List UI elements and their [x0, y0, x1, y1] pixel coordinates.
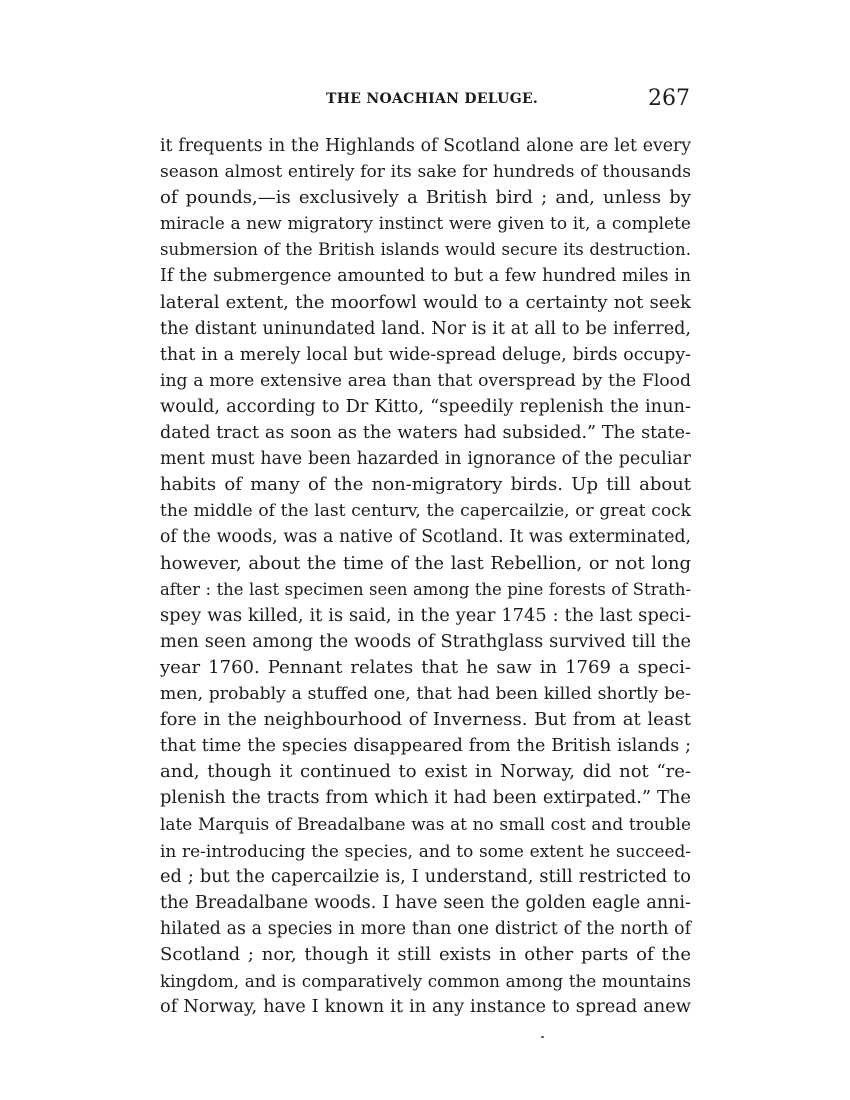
- text-line: ment must have been hazarded in ignorance of the peculiar: [160, 449, 691, 470]
- text-line: of pounds,—is exclusively a British bird ; and, unless by: [160, 187, 691, 209]
- print-speck: [541, 1036, 544, 1038]
- text-line: hilated as a species in more than one district of the north of: [160, 918, 691, 939]
- text-line: Scotland ; nor, though it still exists in other parts of the: [160, 943, 691, 965]
- text-line: season almost entirely for its sake for hundreds of thousands: [160, 162, 691, 183]
- text-line: kingdom, and is comparatively common among the mountains: [160, 971, 691, 991]
- text-line: ing a more extensive area than that overspread by the Flood: [160, 370, 691, 391]
- text-line: submersion of the British islands would secure its destruction.: [160, 240, 691, 260]
- text-line: of Norway, have I known it in any instance to spread anew: [160, 996, 691, 1018]
- text-line: men, probably a stuffed one, that had been killed shortly be-: [160, 683, 691, 704]
- text-line: dated tract as soon as the waters had subsided.” The state-: [160, 423, 691, 444]
- text-line: after : the last specimen seen among the pine forests of Strath-: [160, 579, 691, 599]
- text-line: that in a merely local but wide-spread deluge, birds occupy-: [160, 344, 691, 365]
- text-line: habits of many of the non-migratory birds. Up till about: [160, 474, 691, 496]
- text-line: in re-introducing the species, and to some extent he succeed-: [160, 840, 691, 861]
- text-line: it frequents in the Highlands of Scotland alone are let every: [160, 136, 691, 156]
- text-line: that time the species disappeared from the British islands ;: [160, 736, 691, 757]
- text-line: the Breadalbane woods. I have seen the golden eagle anni-: [160, 892, 691, 913]
- text-line: miracle a new migratory instinct were given to it, a complete: [160, 214, 691, 235]
- text-line: lateral extent, the moorfowl would to a certainty not seek: [160, 291, 691, 313]
- text-line: plenish the tracts from which it had been extirpated.” The: [160, 787, 691, 809]
- running-title: THE NOACHIAN DELUGE.: [326, 91, 539, 107]
- text-line: fore in the neighbourhood of Inverness. But from at least: [160, 709, 691, 731]
- text-line: men seen among the woods of Strathglass survived till the: [160, 631, 691, 652]
- text-line: the distant uninundated land. Nor is it at all to be inferred,: [160, 318, 691, 339]
- text-line: late Marquis of Breadalbane was at no small cost and trouble: [160, 814, 691, 835]
- text-line: spey was killed, it is said, in the year 1745 : the last speci-: [160, 604, 691, 626]
- text-line: ed ; but the capercailzie is, I understand, still restricted to: [160, 865, 691, 887]
- text-line: year 1760. Pennant relates that he saw in 1769 a speci-: [160, 656, 691, 678]
- text-line: the middle of the last centurv, the capercailzie, or great cock: [160, 501, 691, 522]
- page-number: 267: [648, 86, 690, 111]
- text-line: If the submergence amounted to but a few hundred miles in: [160, 266, 691, 287]
- body-text: [160, 133, 691, 1020]
- text-line: would, according to Dr Kitto, “speedily replenish the inun-: [160, 395, 691, 417]
- text-line: however, about the time of the last Rebellion, or not long: [160, 552, 691, 574]
- text-line: and, though it continued to exist in Norway, did not “re-: [160, 761, 691, 783]
- text-line: of the woods, was a native of Scotland. It was exterminated,: [160, 527, 691, 548]
